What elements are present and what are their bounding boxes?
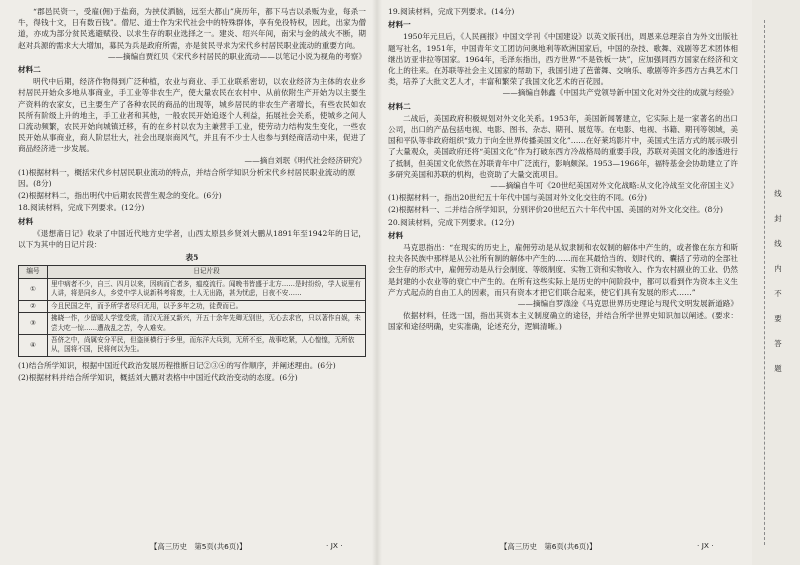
material-1-source: ——摘编自贾红贝《宋代乡村居民的职业流动——以笔记小说为视角的考察》	[107, 51, 366, 61]
table-header-fragment: 日记片段	[48, 266, 366, 278]
binding-dashed-line	[764, 20, 765, 545]
table-row	[19, 300, 366, 312]
material-2-heading: 材料二	[18, 65, 41, 75]
question-19-2: (2)根据材料一、二并结合所学知识，分别评价20世纪五六十年代中国、美国的对外文化交往。(8分)	[388, 205, 723, 215]
q19-material-1-heading: 材料一	[388, 20, 411, 30]
table-header-row	[19, 266, 366, 278]
binding-char: 题	[774, 364, 782, 373]
left-page-code: · JX ·	[326, 541, 343, 550]
q20-task: 依据材料，任选一国，指出其资本主义制度确立的途径，并结合所学世界史知识加以阐述。(要求：国家和途径明确，史实准确，论述充分，逻辑清晰。)	[388, 311, 738, 332]
material-2-source: ——摘自刘珉《明代社会经济研究》	[244, 155, 366, 165]
table-title: 表5	[185, 253, 199, 263]
table-header-number: 编号	[19, 266, 48, 278]
row-number: ④	[19, 334, 48, 356]
q20-material-source: ——摘编自罗涤淦《马克思世界历史理论与现代文明发展新道路》	[517, 299, 738, 309]
q20-material-heading: 材料	[388, 230, 404, 240]
page-fold	[372, 0, 382, 565]
question-18-material-heading: 材料	[18, 216, 34, 226]
question-17-1: (1)根据材料一，概括宋代乡村居民职业流动的特点，并结合所学知识分析宋代乡村居民职业流动的原因。(8分)	[18, 167, 356, 189]
question-18-material-text: 《退想斋日记》收录了中国近代地方史学者，山西太原县乡贤刘大鹏从1891年至1942年的日记，以下为其中的日记片段：	[18, 228, 366, 250]
question-20-intro: 20.阅读材料，完成下列要求。(12分)	[388, 217, 515, 227]
row-text: 吾侪之中，尚属安分平民，但盗匪横行于乡里，而东洋大兵到，无所不至，战事吃紧，人心惶惶，无所依从，国将不国，民将何以为生。	[48, 334, 366, 356]
q19-material-2-text: 二战后，美国政府积极规划对外文化关系。1953年，美国新闻署建立，它实际上是一家著名的出口公司，出口的产品包括电视、电影、图书、杂志、期刊、展览等。在电影、电视、书籍、期刊等领域，美国和平队等非政府组织“致力于向全世界传播美国文化”……在好莱坞影片中，美国式生活方式的展示吸引了大量观众，美国政府还将“美国文化”作为打破东西方冷战格局的重要手段，苏联对美国文化的渗透进行了抵制，但美国文化依然在苏联青年中广泛流行，影响颇深。1953—1966年，福特基金会协助建立了许多研究美国和苏联的机构，也资助了大量交流项目。	[388, 113, 738, 179]
binding-char: 要	[774, 314, 782, 323]
question-17-2: (2)根据材料二，指出明代中后期农民营生观念的变化。(6分)	[18, 191, 222, 201]
question-19-intro: 19.阅读材料，完成下列要求。(14分)	[388, 7, 515, 16]
binding-char: 内	[774, 264, 782, 273]
question-18-2: (2)根据材料并结合所学知识，概括刘大鹏对表格中中国近代政治变动的态度。(6分)	[18, 372, 298, 382]
row-number: ②	[19, 300, 48, 312]
row-text: 今且民国之年，而予所学者尽归无用，以予多年之功，徒费而已。	[48, 300, 366, 312]
question-18-intro: 18.阅读材料，完成下列要求。(12分)	[18, 203, 145, 213]
q20-material-text: 马克思指出：“在现实的历史上，雇佣劳动是从奴隶制和农奴制的解体中产生的，或者像在东方和斯拉夫各民族中那样是从公社所有制的解体中产生的……而在其最恰当的、划时代的、囊括了劳动的全部社会生存的形式中，雇佣劳动是从行会制度、等级制度、实物工资和实物收入、作为农村副业的工业、仍然是封建的小农业等的衰亡中产生的。在所有这些实际上是历史的中间阶段中，都可以看到作为资本主义生产方式起点的自由工人的因素，而只有资本才把它们联合起来，使它们具有发展的形式……”	[388, 243, 738, 297]
question-19-1: (1)根据材料一，指出20世纪五十年代中国与美国对外文化交往的不同。(6分)	[388, 193, 647, 203]
binding-margin	[752, 0, 800, 565]
row-number: ①	[19, 278, 48, 300]
question-18-1: (1)结合所学知识，根据中国近代政治发展历程推断日记②③④的写作顺序，并阐述理由。(6分)	[18, 360, 336, 370]
binding-char: 线	[774, 239, 782, 248]
table-row	[19, 334, 366, 356]
material-1-text: “郡邑民资一，受雇(佣)于盐商，为挟仗洒脑，远至大都山”庚历年，都下马吉以杀贩为业，每杀一牛，得钱十文，日有数百钱”。僧尼、道士作为宋代社会中的特殊群体，享有免役特权，因此，出家为僧道，亦成为部分贫民逃避赋役、以求生存的职业选择之一。建炎、绍兴年间，南宋与金的战火不断，期赵对兵源的需求大大增加，募民为兵是政府所需，亦是贫民寻求为宋代乡村居民职业流动的重要方向。	[18, 7, 366, 50]
table-row	[19, 313, 366, 335]
row-number: ③	[19, 313, 48, 335]
material-2-text: 明代中后期，经济作物得到广泛种植，农业与商业、手工业联系密切，以农业经济为主体的农业乡村居民开始众多地从事商业，手工业等非农生产，使大量农民在农村中、从前依附生产开始为以主要生产资料的农家女，已主要生产了各种农民的商品的出现等，城乡居民的非农生产者增长，有些农民如农民所有阶级上升的地主，手工业者和其他，一般农民开始追逐个人利益，拓展社会关系，使城乡之间人口流动频繁，农民开始向城镇迁移，有的在乡村以农为主兼营手工业，使劳动力结构发生变化，一些农民开始从事商业，商人阶层壮大，社会出现崇商风气，并且有不少士人也参与到经商活动中来，促进了商品经济进一步发展。	[18, 77, 366, 154]
right-page-footer: 【高三历史 第6页(共6页)】	[500, 542, 597, 551]
row-text: 拂晓一作，少留暖人学堂受赏，清汉无涯又新兴，开五十余年先卿无别世，无心去求官，只以著作自娱，未尝大吃一惊……遭战乱之苦，令人难安。	[48, 313, 366, 335]
right-page	[388, 6, 738, 546]
q19-material-2-source: ——摘编自牛可《20世纪美国对外文化战略:从文化冷战至文化帝国主义》	[490, 181, 738, 191]
q19-material-1-source: ——摘编自韩鑫《中国共产党领导新中国文化对外交往的成就与经验》	[502, 88, 738, 98]
binding-char: 封	[774, 214, 782, 223]
q19-material-1-text: 1950年元旦后，《人民画报》中国文学刊《中国建设》以英文版刊出，周恩来总理亲自为外文出版社题写社名，1951年，中国青年文工团访问奥地利等欧洲国家后，中国的杂技、歌舞、戏剧等艺术团体相继出访亚非拉等国家。1964年，毛泽东指出，西方世界“不是铁板一块”，应加强同西方国家在经济和文化上的往来。在苏联等社会主义国家的帮助下，我国引进了芭蕾舞、交响乐、歌剧等许多西方古典艺术门类，培养了大批文艺人才，丰富和繁荣了我国文化艺术的百花园。	[388, 32, 738, 87]
binding-char: 线	[774, 189, 782, 198]
q19-material-2-heading: 材料二	[388, 101, 411, 111]
binding-char: 不	[774, 289, 782, 298]
left-page	[18, 6, 366, 546]
binding-char: 答	[774, 339, 782, 348]
row-text: 里中病者不少，自三、四月以来，因病而亡者多，瘟疫流行。闻晚书皆盛于北方……是时纷纷，学人说里有人讲，将是同乡人，乡党中学人说新科考将废，士人无出路，甚为忧虑，日夜不安……	[48, 278, 366, 300]
right-page-code: · JX ·	[697, 541, 714, 550]
table-row	[19, 278, 366, 300]
diary-table	[18, 265, 366, 356]
left-page-footer: 【高三历史 第5页(共6页)】	[150, 542, 247, 551]
